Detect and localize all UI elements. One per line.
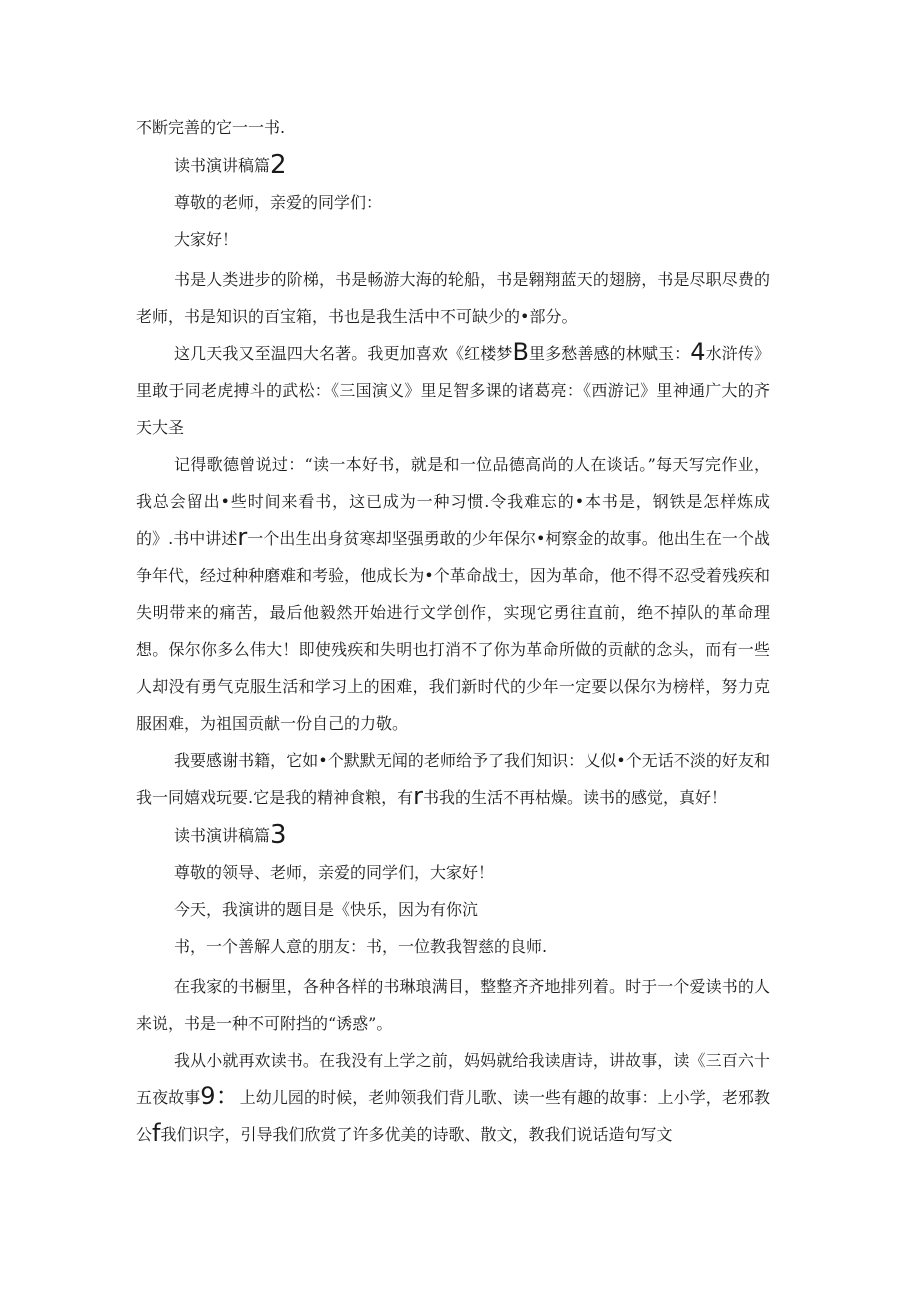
text-run: 样炼成的》.书中讲述 xyxy=(136,492,770,548)
text-run: 友和我一同嬉戏玩要.它是我的精神食粮，有 xyxy=(136,751,770,807)
text-run: 绝不掉队的革命理想。保尔你多么伟大！即使残疾和失明也打消不了你为革命所做的 xyxy=(136,603,770,659)
text-run: 在我家的书橱里，各种各样的书琳琅满目，整整齐齐地排列着。时于一个爱读书的 xyxy=(174,977,754,996)
text-run: 十五夜故事 xyxy=(136,1051,770,1107)
heading-number: 2 xyxy=(270,150,287,180)
text-run: 定要以保尔为榜样，努力克服困难，为祖国贡献一份自己的力敬。 xyxy=(136,677,770,733)
paragraph xyxy=(136,968,770,1042)
text-run: 传》里敢于同老虎搏斗的武松：《三国演义》里足智多课的诸葛亮：《西游记》里神 xyxy=(136,344,770,400)
heading-text: 读书演讲稿篇 xyxy=(174,826,271,845)
text-run: 老邪教公 xyxy=(136,1088,770,1144)
text-run: 作业，我总会留出•些时间来看书，这已成为一种习惯.令我难忘的•本书是，钢铁是怎 xyxy=(136,455,770,511)
paragraph xyxy=(136,446,770,742)
stray-glyph: 4 xyxy=(690,338,706,366)
section-heading-2 xyxy=(136,152,770,180)
text-line: 不断完善的它一一书. xyxy=(136,118,286,137)
document-body xyxy=(136,115,770,1153)
greeting-line: 大家好！ xyxy=(174,230,239,249)
text-run: 通广大的齐天大圣 xyxy=(136,381,770,437)
heading-text: 读书演讲稿篇 xyxy=(174,156,271,175)
text-run: 我要感谢书籍，它如•个默默无闻的老师给予了我们知识：乂似•个无话不淡的好 xyxy=(174,751,738,770)
paragraph xyxy=(136,742,770,816)
stray-glyph: r xyxy=(237,523,248,551)
text-run: 不忍受着残疾和失明带来的痛苦，最后他毅然开始进行文学创作，实现它勇往直前， xyxy=(136,566,770,622)
text-run: 我们识字，引导我们欣赏了许多优美的诗歌、散文，教我们说话造句写文 xyxy=(160,1125,673,1144)
text-run: 水浒 xyxy=(705,344,738,363)
text-run: 生在一个战争年代，经过种种磨难和考验，他成长为•个革命战士，因为革命，他不得 xyxy=(136,529,770,585)
stray-glyph: f xyxy=(152,1119,161,1147)
text-line: 今天，我演讲的题目是《快乐，因为有你沆 xyxy=(174,900,479,919)
paragraph xyxy=(136,261,770,335)
paragraph xyxy=(136,335,770,446)
text-run: 费的老师，书是知识的百宝箱，书也是我生活中不可缺少的•部分。 xyxy=(136,270,770,326)
greeting-line: 尊敬的领导、老师，亲爱的同学们，大家好！ xyxy=(174,863,495,882)
greeting-line: 尊敬的老师，亲爱的同学们： xyxy=(174,193,383,212)
paragraph xyxy=(136,1042,770,1153)
text-run: 贡献的念头，而有一些人却没有勇气克服生活和学习上的困难，我们新时代的少年一 xyxy=(136,640,770,696)
heading-number: 3 xyxy=(270,820,287,850)
section-heading-3 xyxy=(136,822,770,850)
text-run: 人来说，书是一种不可附挡的“诱惑”。 xyxy=(136,977,770,1033)
text-run: 上幼儿园的时候，老帅领我们背儿歌、读一些有趣的故事：上小学， xyxy=(239,1088,722,1107)
text-run: 书我的生活不再枯燥。读书的感觉，真 xyxy=(422,788,695,807)
text-run: 这几天我又至温四大名著。我更加喜欢《红楼梦 xyxy=(174,344,513,363)
text-run: 里多愁善感的林赋玉： xyxy=(528,344,691,363)
text-run: 书是人类进步的阶梯，书是畅游大海的轮船，书是翱翔蓝天的翅膀，书是尽职尽 xyxy=(174,270,738,289)
stray-glyph: 9： xyxy=(200,1082,240,1110)
text-run: 记得歌德曾说过：“读一本好书，就是和一位品德高尚的人在谈话。”每天写完 xyxy=(174,455,722,474)
stray-glyph: B xyxy=(512,338,529,366)
text-run: 好！ xyxy=(694,788,727,807)
text-run: 一个出生出身贫寒却坚强勇敢的少年保尔•柯察金的故事。他出 xyxy=(247,529,690,548)
stray-glyph: r xyxy=(413,782,423,810)
text-line: 书，一个善解人意的朋友：书，一位教我智慈的良师. xyxy=(174,937,548,956)
text-run: 我从小就再欢读书。在我没有上学之前，妈妈就给我读唐诗，讲故事，读《三百六 xyxy=(174,1051,754,1070)
